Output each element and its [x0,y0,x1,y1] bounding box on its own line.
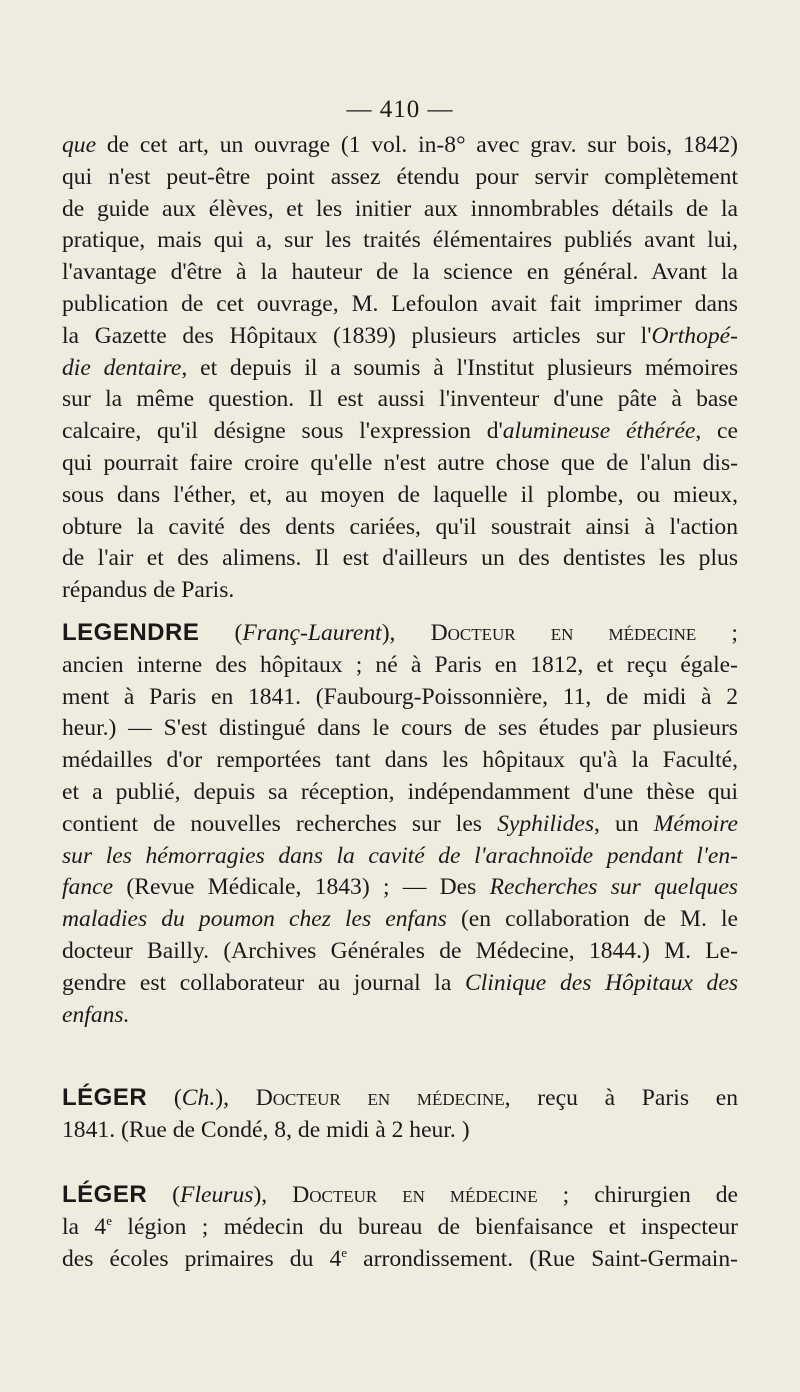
entry-headword: LÉGER [62,1084,148,1111]
text-line [62,1212,738,1244]
text-line [62,841,738,873]
line-text: ( [199,620,243,646]
text-line: 1841. (Rue de Condé, 8, de midi à 2 heur. ) [62,1116,470,1143]
text-line [62,904,738,936]
entry-lefoulon-continued [62,130,738,607]
text-line [62,130,738,162]
line-text: ( [147,1085,182,1111]
italic-term: alumineuse éthérée [502,418,696,445]
text-line: répandus de Paris. [62,577,235,604]
text-line: l'avantage d'être à la hauteur de la science en général. Avant la [62,259,738,286]
text-line: ment à Paris en 1841. (Faubourg-Poissonnière, 11, de midi à 2 [62,683,738,710]
italic-title: fance [62,874,114,901]
line-text: la Gazette des Hôpitaux (1839) plusieurs articles sur l' [62,322,652,349]
text-line: obture la cavité des dents cariées, qu'il soustrait ainsi à l'action [62,513,738,540]
line-text: la 4 [62,1213,107,1240]
entry-legendre [62,617,738,1031]
text-line: ancien interne des hôpitaux ; né à Paris en 1812, et reçu égale- [62,651,738,678]
text-line [62,968,738,1000]
line-text: , un [594,810,654,837]
italic-title: enfans. [62,1001,130,1028]
text-line: sur la même question. Il est aussi l'inventeur d'une pâte à base [62,386,738,413]
text-line: de l'air et des alimens. Il est d'ailleurs un des dentistes les plus [62,545,738,572]
ordinal-suffix: e [341,1244,348,1260]
italic-word: que [62,132,97,158]
line-text: (Revue Médicale, 1843) ; — Des [113,874,490,901]
line-text: , ce [695,418,738,445]
line-text: de cet art, un ouvrage (1 vol. in-8° avec grav. sur bois, 1842) [96,132,738,158]
text-line: publication de cet ouvrage, M. Lefoulon avait fait imprimer dans [62,290,738,317]
degree-title: Docteur en médecine [255,1085,505,1111]
italic-title: maladies du poumon chez les enfans [62,906,447,933]
italic-title: sur les hémorragies dans la cavité de l'arachnoïde pendant l'en- [62,842,738,869]
line-text: arrondissement. (Rue Saint-Germain- [347,1245,739,1272]
text-line [62,321,738,353]
text-line [62,1244,738,1276]
line-text: ; [696,620,738,646]
line-text: légion ; médecin du bureau de bienfaisance et inspecteur [112,1213,738,1240]
text-line: heur.) — S'est distingué dans le cours de ses études par plusieurs [62,715,738,742]
text-line [62,809,738,841]
italic-title: Recherches sur quelques [489,874,738,901]
text-line: pratique, mais qui a, sur les traités élémentaires publiés avant lui, [62,227,738,254]
text-line: docteur Bailly. (Archives Générales de Médecine, 1844.) M. Le- [62,937,738,964]
line-text: calcaire, qu'il désigne sous l'expression d' [62,418,503,445]
italic-title: Mémoire [653,810,738,837]
line-text: ), [215,1085,256,1111]
entry-leger-fleurus [62,1179,738,1275]
line-text: des écoles primaires du 4 [62,1245,342,1272]
text-line: et a publié, depuis sa réception, indépendamment d'une thèse qui [62,778,738,805]
text-line: qui n'est peut-être point assez étendu pour servir complètement [62,163,738,190]
line-text: , et depuis il a soumis à l'Institut plusieurs mémoires [181,354,738,381]
italic-title: die dentaire [62,354,182,381]
text-line: de guide aux élèves, et les initier aux innombrables détails de la [62,195,738,222]
line-text: ), [253,1182,293,1208]
text-line: médailles d'or remportées tant dans les hôpitaux qu'à la Faculté, [62,747,738,774]
line-text: ), [381,620,431,646]
text-line [62,1000,738,1032]
text-line: qui pourrait faire croire qu'elle n'est autre chose que de l'alun dis- [62,449,738,476]
line-text: contient de nouvelles recherches sur les [62,810,498,837]
text-line [62,353,738,385]
text-line [62,416,738,448]
entry-headword: LÉGER [62,1181,148,1208]
line-text: ; chirurgien de [537,1182,738,1208]
line-text: (en collaboration de M. le [446,906,738,933]
text-line [62,617,738,650]
text-line: sous dans l'éther, et, au moyen de laquelle il plombe, ou mieux, [62,481,738,508]
ordinal-suffix: e [106,1212,113,1228]
italic-title: Syphilides [497,810,595,837]
given-name: Franç-Laurent [242,620,382,646]
line-text: , reçu à Paris en [504,1085,738,1111]
entry-headword: LEGENDRE [62,619,200,646]
text-line [62,1082,738,1115]
italic-title: Clinique des Hôpitaux des [465,969,739,996]
degree-title: Docteur en médecine [292,1182,538,1208]
degree-title: Docteur en médecine [430,620,697,646]
text-line [62,1179,738,1212]
line-text: gendre est collaborateur au journal la [62,969,466,996]
given-name: Ch. [181,1085,216,1111]
given-name: Fleurus [180,1182,254,1208]
line-text: ( [147,1182,181,1208]
text-line [62,872,738,904]
entry-leger-ch [62,1082,738,1147]
page-number: — 410 — [346,96,454,123]
italic-title: Orthopé- [651,322,738,349]
